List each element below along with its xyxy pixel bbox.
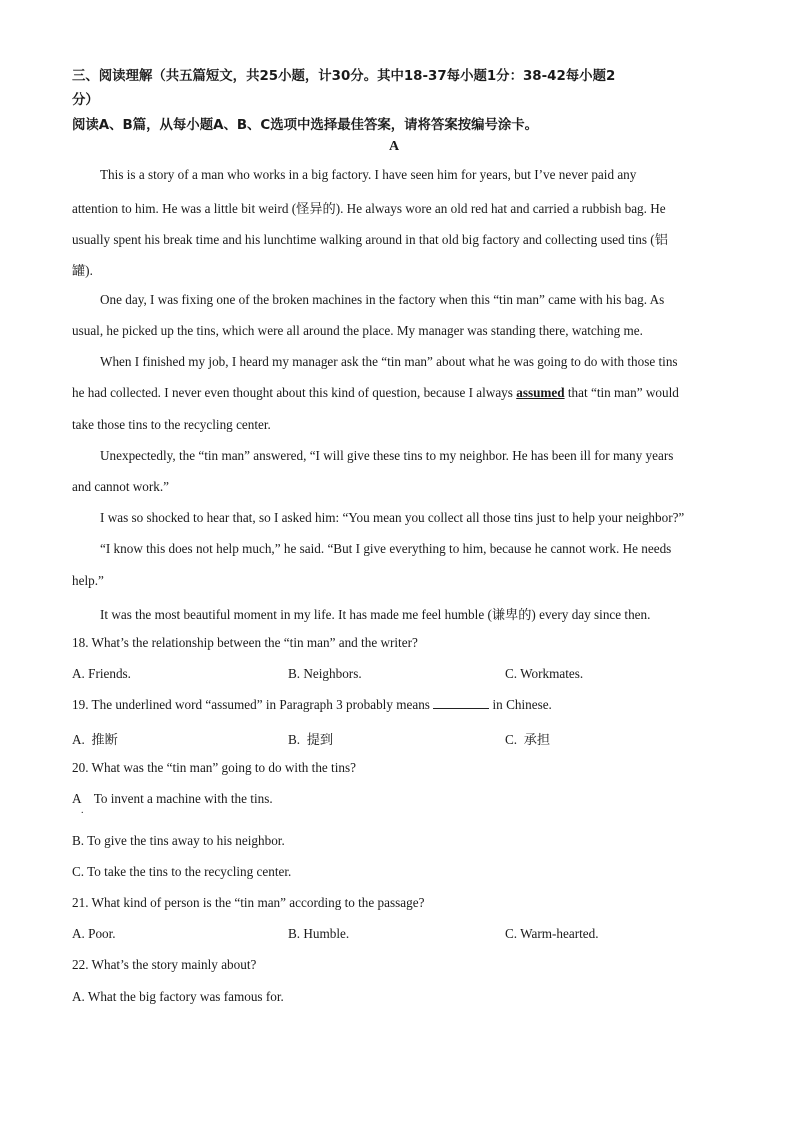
question-18-stem: 18. What’s the relationship between the “tin man” and the writer? bbox=[72, 635, 418, 650]
question-19-text-end: in Chinese. bbox=[492, 697, 552, 712]
option-label: B. bbox=[288, 732, 301, 747]
passage-line: attention to him. He was a little bit weird (怪异的). He always wore an old red hat and carried a rubbish bag. He bbox=[72, 201, 666, 216]
question-20-stem: 20. What was the “tin man” going to do with the tins? bbox=[72, 760, 356, 775]
section-heading: 三、阅读理解（共五篇短文，共25小题，计30分。其中18-37每小题1分：38-42每小题2 bbox=[72, 69, 616, 84]
passage-line: It was the most beautiful moment in my life. It has made me feel humble (谦卑的) every day since then. bbox=[100, 607, 651, 622]
option-22a[interactable]: A. What the big factory was famous for. bbox=[72, 989, 284, 1004]
option-label: C. bbox=[505, 732, 518, 747]
stray-dot: . bbox=[81, 805, 84, 816]
option-18c[interactable]: C. Workmates. bbox=[505, 666, 584, 681]
option-21c[interactable]: C. Warm-hearted. bbox=[505, 926, 599, 941]
passage-line: usually spent his break time and his lunchtime walking around in that old big factory and collecting used tins (铝 bbox=[72, 232, 668, 247]
passage-line: usual, he picked up the tins, which were all around the place. My manager was standing there, watching me. bbox=[72, 323, 643, 338]
passage-line: “I know this does not help much,” he said. “But I give everything to him, because he cannot work. He needs bbox=[100, 541, 672, 556]
option-label: A. bbox=[72, 732, 85, 747]
passage-line bbox=[72, 385, 679, 401]
passage-line: Unexpectedly, the “tin man” answered, “I will give these tins to my neighbor. He has been ill for many years bbox=[100, 448, 674, 463]
passage-line: help.” bbox=[72, 573, 104, 588]
section-heading-cont: 分） bbox=[72, 93, 99, 108]
passage-title: A bbox=[389, 139, 400, 154]
option-21a[interactable]: A. Poor. bbox=[72, 926, 116, 941]
passage-line: When I finished my job, I heard my manager ask the “tin man” about what he was going to do with those tins bbox=[100, 354, 678, 369]
question-21-stem: 21. What kind of person is the “tin man” according to the passage? bbox=[72, 895, 425, 910]
passage-text: he had collected. I never even thought about this kind of question, because I always bbox=[72, 385, 513, 400]
option-18a[interactable]: A. Friends. bbox=[72, 666, 131, 681]
answer-blank bbox=[433, 697, 489, 709]
option-20c[interactable]: C. To take the tins to the recycling center. bbox=[72, 864, 292, 879]
option-text: 承担 bbox=[523, 733, 551, 748]
question-19-text: 19. The underlined word “assumed” in Paragraph 3 probably means bbox=[72, 697, 430, 712]
passage-text: that “tin man” would bbox=[567, 385, 679, 400]
option-19b[interactable] bbox=[288, 729, 333, 748]
option-20b[interactable]: B. To give the tins away to his neighbor. bbox=[72, 833, 285, 848]
question-22-stem: 22. What’s the story mainly about? bbox=[72, 957, 257, 972]
passage-line: and cannot work.” bbox=[72, 479, 170, 494]
option-20a[interactable]: A To invent a machine with the tins. bbox=[72, 791, 273, 806]
underlined-word: assumed bbox=[516, 385, 565, 400]
instructions: 阅读A、B篇，从每小题A、B、C选项中选择最佳答案，请将答案按编号涂卡。 bbox=[72, 118, 539, 133]
passage-line: This is a story of a man who works in a big factory. I have seen him for years, but I’ve never paid any bbox=[100, 167, 637, 182]
passage-line: I was so shocked to hear that, so I asked him: “You mean you collect all those tins just to help your neighbor?” bbox=[100, 510, 685, 525]
passage-line: One day, I was fixing one of the broken machines in the factory when this “tin man” came with his bag. As bbox=[100, 292, 665, 307]
option-19a[interactable] bbox=[72, 729, 118, 748]
passage-line: take those tins to the recycling center. bbox=[72, 417, 271, 432]
passage-line: 罐). bbox=[72, 263, 93, 278]
option-21b[interactable]: B. Humble. bbox=[288, 926, 350, 941]
option-text: 提到 bbox=[306, 733, 334, 748]
option-18b[interactable]: B. Neighbors. bbox=[288, 666, 362, 681]
option-19c[interactable] bbox=[505, 729, 550, 748]
option-text: 推断 bbox=[91, 733, 118, 748]
question-19-stem bbox=[72, 697, 552, 713]
